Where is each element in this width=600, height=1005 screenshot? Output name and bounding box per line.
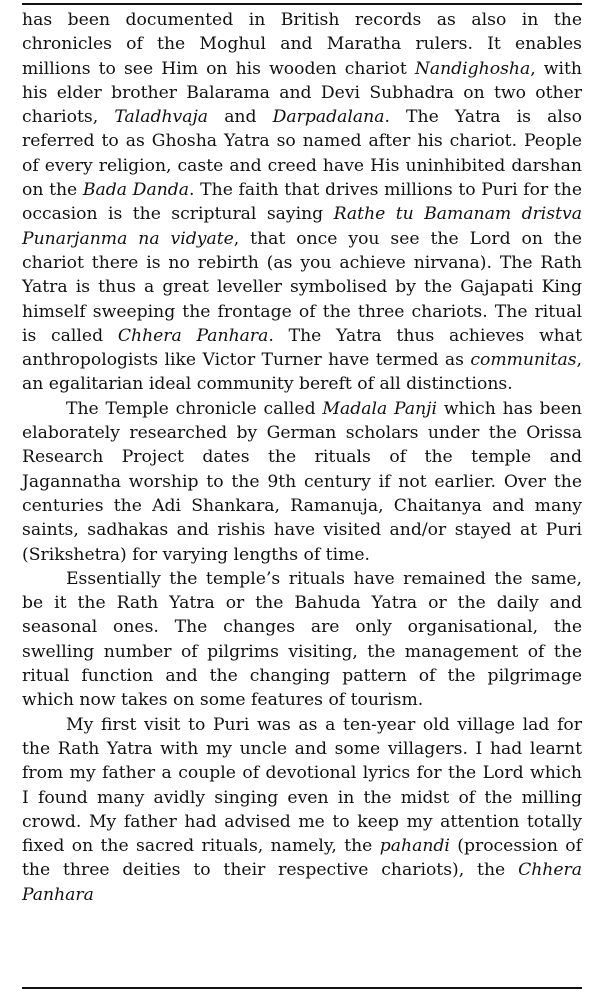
text-segment: Essentially the temple’s rituals have remained the same, be it the Rath Yatra or the Bahuda Yatra or the daily and seasonal ones. The changes are only organisational, the swelling number of pilgrims visiting, the management of the ritual function and the changing pattern of the pilgrimage which now takes on some features of tourism. [22,568,582,711]
page-body [22,8,582,907]
italic-term: Chhera Panhara [22,860,582,905]
text-segment: . The Yatra is also referred to as Ghosha Yatra so named after his chariot. People of every religion, caste and creed have His uninhibited darshan on the [22,107,582,201]
text-segment: The Temple chronicle called [66,398,323,419]
italic-term: pahandi [379,836,450,857]
paragraph-2 [22,397,582,567]
text-segment: , that once you see the Lord on the chariot there is no rebirth (as you achieve nirvana). The Rath Yatra is thus a great leveller symbolised by the Gajapati King himself sweeping the frontage of the three chariots. The ritual is called [22,228,582,346]
text-segment: and [208,107,273,128]
top-rule [22,3,582,5]
text-segment: My first visit to Puri was as a ten-year old village lad for the Rath Yatra with my uncle and some villagers. I had learnt from my father a couple of devotional lyrics for the Lord which I found many avidly singing even in the midst of the milling crowd. My father had advised me to keep my attention totally fixed on the sacred rituals, namely, the [22,714,582,857]
italic-term: Taladhvaja [114,107,209,128]
text-segment: which has been elaborately researched by German scholars under the Orissa Research Project dates the rituals of the temple and Jagannatha worship to the 9th century if not earlier. Over the centuries the Adi Shankara, Ramanuja, Chaitanya and many saints, sadhakas and rishis have visited and/or stayed at Puri (Srikshetra) for varying lengths of time. [22,398,582,565]
text-segment: has been documented in British records as also in the chronicles of the Moghul and Maratha rulers. It enables millions to see Him on his wooden chariot [22,10,582,79]
paragraph-1 [22,8,582,397]
text-segment: . The faith that drives millions to Puri for the occasion is the scriptural saying [22,180,582,225]
italic-term: Darpadalana [272,107,385,128]
italic-term: Madala Panji [322,398,437,419]
italic-term: Chhera Panhara [117,325,269,346]
italic-term: Rathe tu Bamanam dristva Punarjanma na vidyate [22,204,582,249]
italic-term: communitas [470,350,577,371]
italic-term: Bada Danda [82,180,190,201]
text-segment: . The Yatra thus achieves what anthropologists like Victor Turner have termed as [22,325,583,371]
paragraph-3 [22,567,582,713]
text-segment: (procession of the three deities to their respective chariots), the [22,836,583,881]
paragraph-4 [22,713,582,907]
text-segment: , an egalitarian ideal community bereft of all distinctions. [22,350,582,395]
italic-term: Nandighosha [414,58,531,79]
text-segment: , with his elder brother Balarama and Devi Subhadra on two other chariots, [22,58,582,128]
bottom-rule [22,987,582,989]
